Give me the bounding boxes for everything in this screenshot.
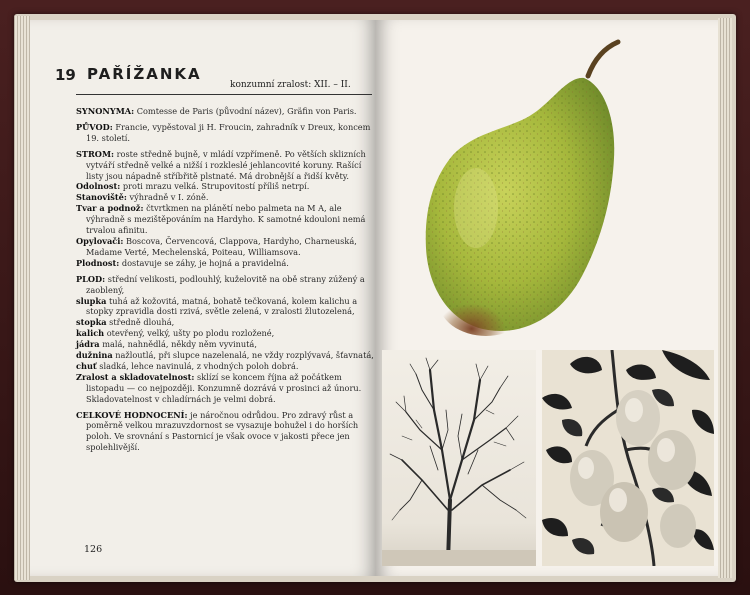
section-slupka: slupka tuhá až kožovitá, matná, bohatě tečkovaná, kolem kalichu a stopky zpravidla dosti rzivá, světle zelená, v zralosti žlutozelená, <box>76 295 358 317</box>
left-page <box>30 20 376 576</box>
bare-tree-photo <box>382 350 536 566</box>
section-duzina: dužnina nažloutlá, při slupce nazelenalá, ne vždy rozplývavá, šťavnatá, <box>76 350 374 361</box>
section-zralost: Zralost a skladovatelnost: sklízí se koncem října až počátkem listopadu — co nejpozději. Konzumně dozrává v prosinci až únoru. Skladovatelnost v chladírnách je velmi dobrá. <box>76 371 362 404</box>
section-opylovaci: Opylovači: Boscova, Červencová, Clappova, Hardyho, Charneuská, Madame Verté, Mechelenská, Poiteau, Williamsova. <box>76 235 357 257</box>
section-chut: chuť sladká, lehce navinulá, z vhodných poloh dobrá. <box>76 360 299 371</box>
entry-number: 19 <box>55 66 76 84</box>
section-odolnost: Odolnost: proti mrazu velká. Strupovitostí příliš netrpí. <box>76 181 310 192</box>
section-stopka: stopka středně dlouhá, <box>76 317 175 328</box>
pear-russet <box>438 264 534 336</box>
pear-stem <box>588 42 618 76</box>
entry-title: PAŘÍŽANKA <box>87 65 202 83</box>
pear-illustration <box>406 38 636 338</box>
section-plodnost: Plodnost: dostavuje se záhy, je hojná a pravidelná. <box>76 257 289 268</box>
section-hodnoceni: CELKOVÉ HODNOCENÍ: je náročnou odrůdou. Pro zdravý růst a poměrně velkou mrazuvzdornost se vysazuje bohužel i do horších poloh. Ve srovnání s Pastornicí je však ovoce v jakosti přece jen spolehlivější. <box>76 409 359 453</box>
section-puvod: PŮVOD: Francie, vypěstoval ji H. Froucin, zahradník v Dreux, koncem 19. století. <box>76 121 371 143</box>
section-strom: STROM: roste středně bujně, v mládí vzpřímeně. Po větších sklizních vytváří středně velké a nižší i rozkleslé jehlancovité koruny. Rašící listy jsou nápadně stříbřitě plstnaté. Má drobnější a řidší květy. <box>76 148 366 181</box>
section-synonyma: SYNONYMA: Comtesse de Paris (původní název), Gräfin von Paris. <box>76 106 357 116</box>
section-jadra: jádra malá, nahnědlá, někdy něm vyvinutá, <box>76 339 257 350</box>
section-kalich: kalich otevřený, velký, ušty po plodu rozložené, <box>76 328 275 339</box>
page-number: 126 <box>84 544 103 555</box>
section-tvar: Tvar a podnož: čtvrtkmen na plánětí nebo palmeta na M A, ale výhradně s mezištěpováním na Hardyho. K samotné kdouloni nemá trvalou afinitu. <box>76 203 366 236</box>
pear-fruit-painting <box>406 38 636 338</box>
description-text <box>76 106 374 458</box>
maturity-note: konzumní zralost: XII. – II. <box>230 80 351 90</box>
page-edges-right <box>718 18 732 578</box>
pear-branch-photo <box>542 350 714 566</box>
header-rule <box>76 94 372 95</box>
page-edges-left <box>14 16 30 580</box>
section-plod: PLOD: střední velikosti, podlouhlý, kuželovitě na obě strany zúžený a zaoblený, <box>76 273 365 295</box>
section-stanoviste: Stanoviště: výhradně v I. zóně. <box>76 192 209 203</box>
